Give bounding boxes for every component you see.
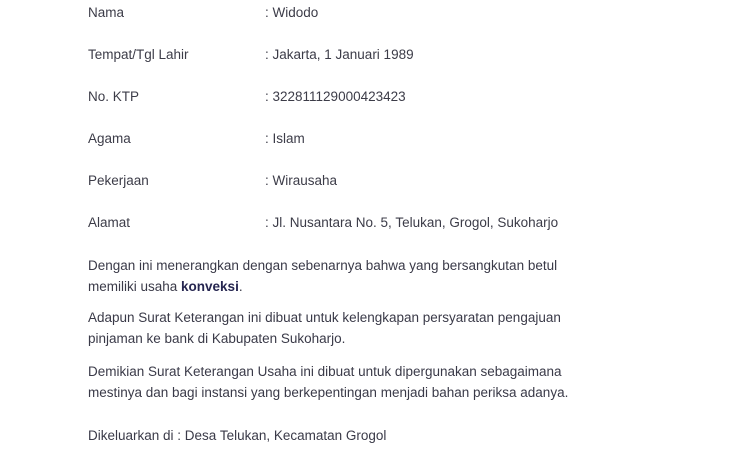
- paragraph-line: Adapun Surat Keterangan ini dibuat untuk kelengkapan persyaratan pengajuan: [88, 310, 561, 325]
- paragraph-closing: [88, 361, 728, 403]
- issued-location: [88, 425, 728, 446]
- paragraph-statement: [88, 255, 728, 297]
- field-value: : Islam: [265, 131, 305, 146]
- business-type: konveksi: [181, 279, 239, 294]
- field-value: : 322811129000423423: [265, 89, 406, 104]
- field-label: Tempat/Tgl Lahir: [88, 47, 189, 62]
- field-label: No. KTP: [88, 89, 140, 104]
- paragraph-line: pinjaman ke bank di Kabupaten Sukoharjo.: [88, 331, 346, 346]
- paragraph-line: mestinya dan bagi instansi yang berkepentingan menjadi bahan periksa adanya.: [88, 385, 569, 400]
- issued-line: Dikeluarkan di : Desa Telukan, Kecamatan Grogol: [88, 428, 387, 443]
- field-label: Alamat: [88, 215, 131, 230]
- paragraph-line: [88, 276, 728, 297]
- field-label: Agama: [88, 131, 131, 146]
- field-value: : Wirausaha: [265, 173, 338, 188]
- field-value: : Jakarta, 1 Januari 1989: [265, 47, 414, 62]
- text-prefix: memiliki usaha: [88, 279, 182, 294]
- paragraph-line: Dengan ini menerangkan dengan sebenarnya bahwa yang bersangkutan betul: [88, 258, 558, 273]
- field-label: Pekerjaan: [88, 173, 149, 188]
- paragraph-line: Demikian Surat Keterangan Usaha ini dibuat untuk dipergunakan sebagaimana: [88, 364, 562, 379]
- paragraph-purpose: [88, 307, 728, 349]
- text-suffix: .: [238, 279, 243, 294]
- field-value: : Jl. Nusantara No. 5, Telukan, Grogol, Sukoharjo: [265, 215, 559, 230]
- field-value: : Widodo: [265, 5, 319, 20]
- field-label: Nama: [88, 5, 125, 20]
